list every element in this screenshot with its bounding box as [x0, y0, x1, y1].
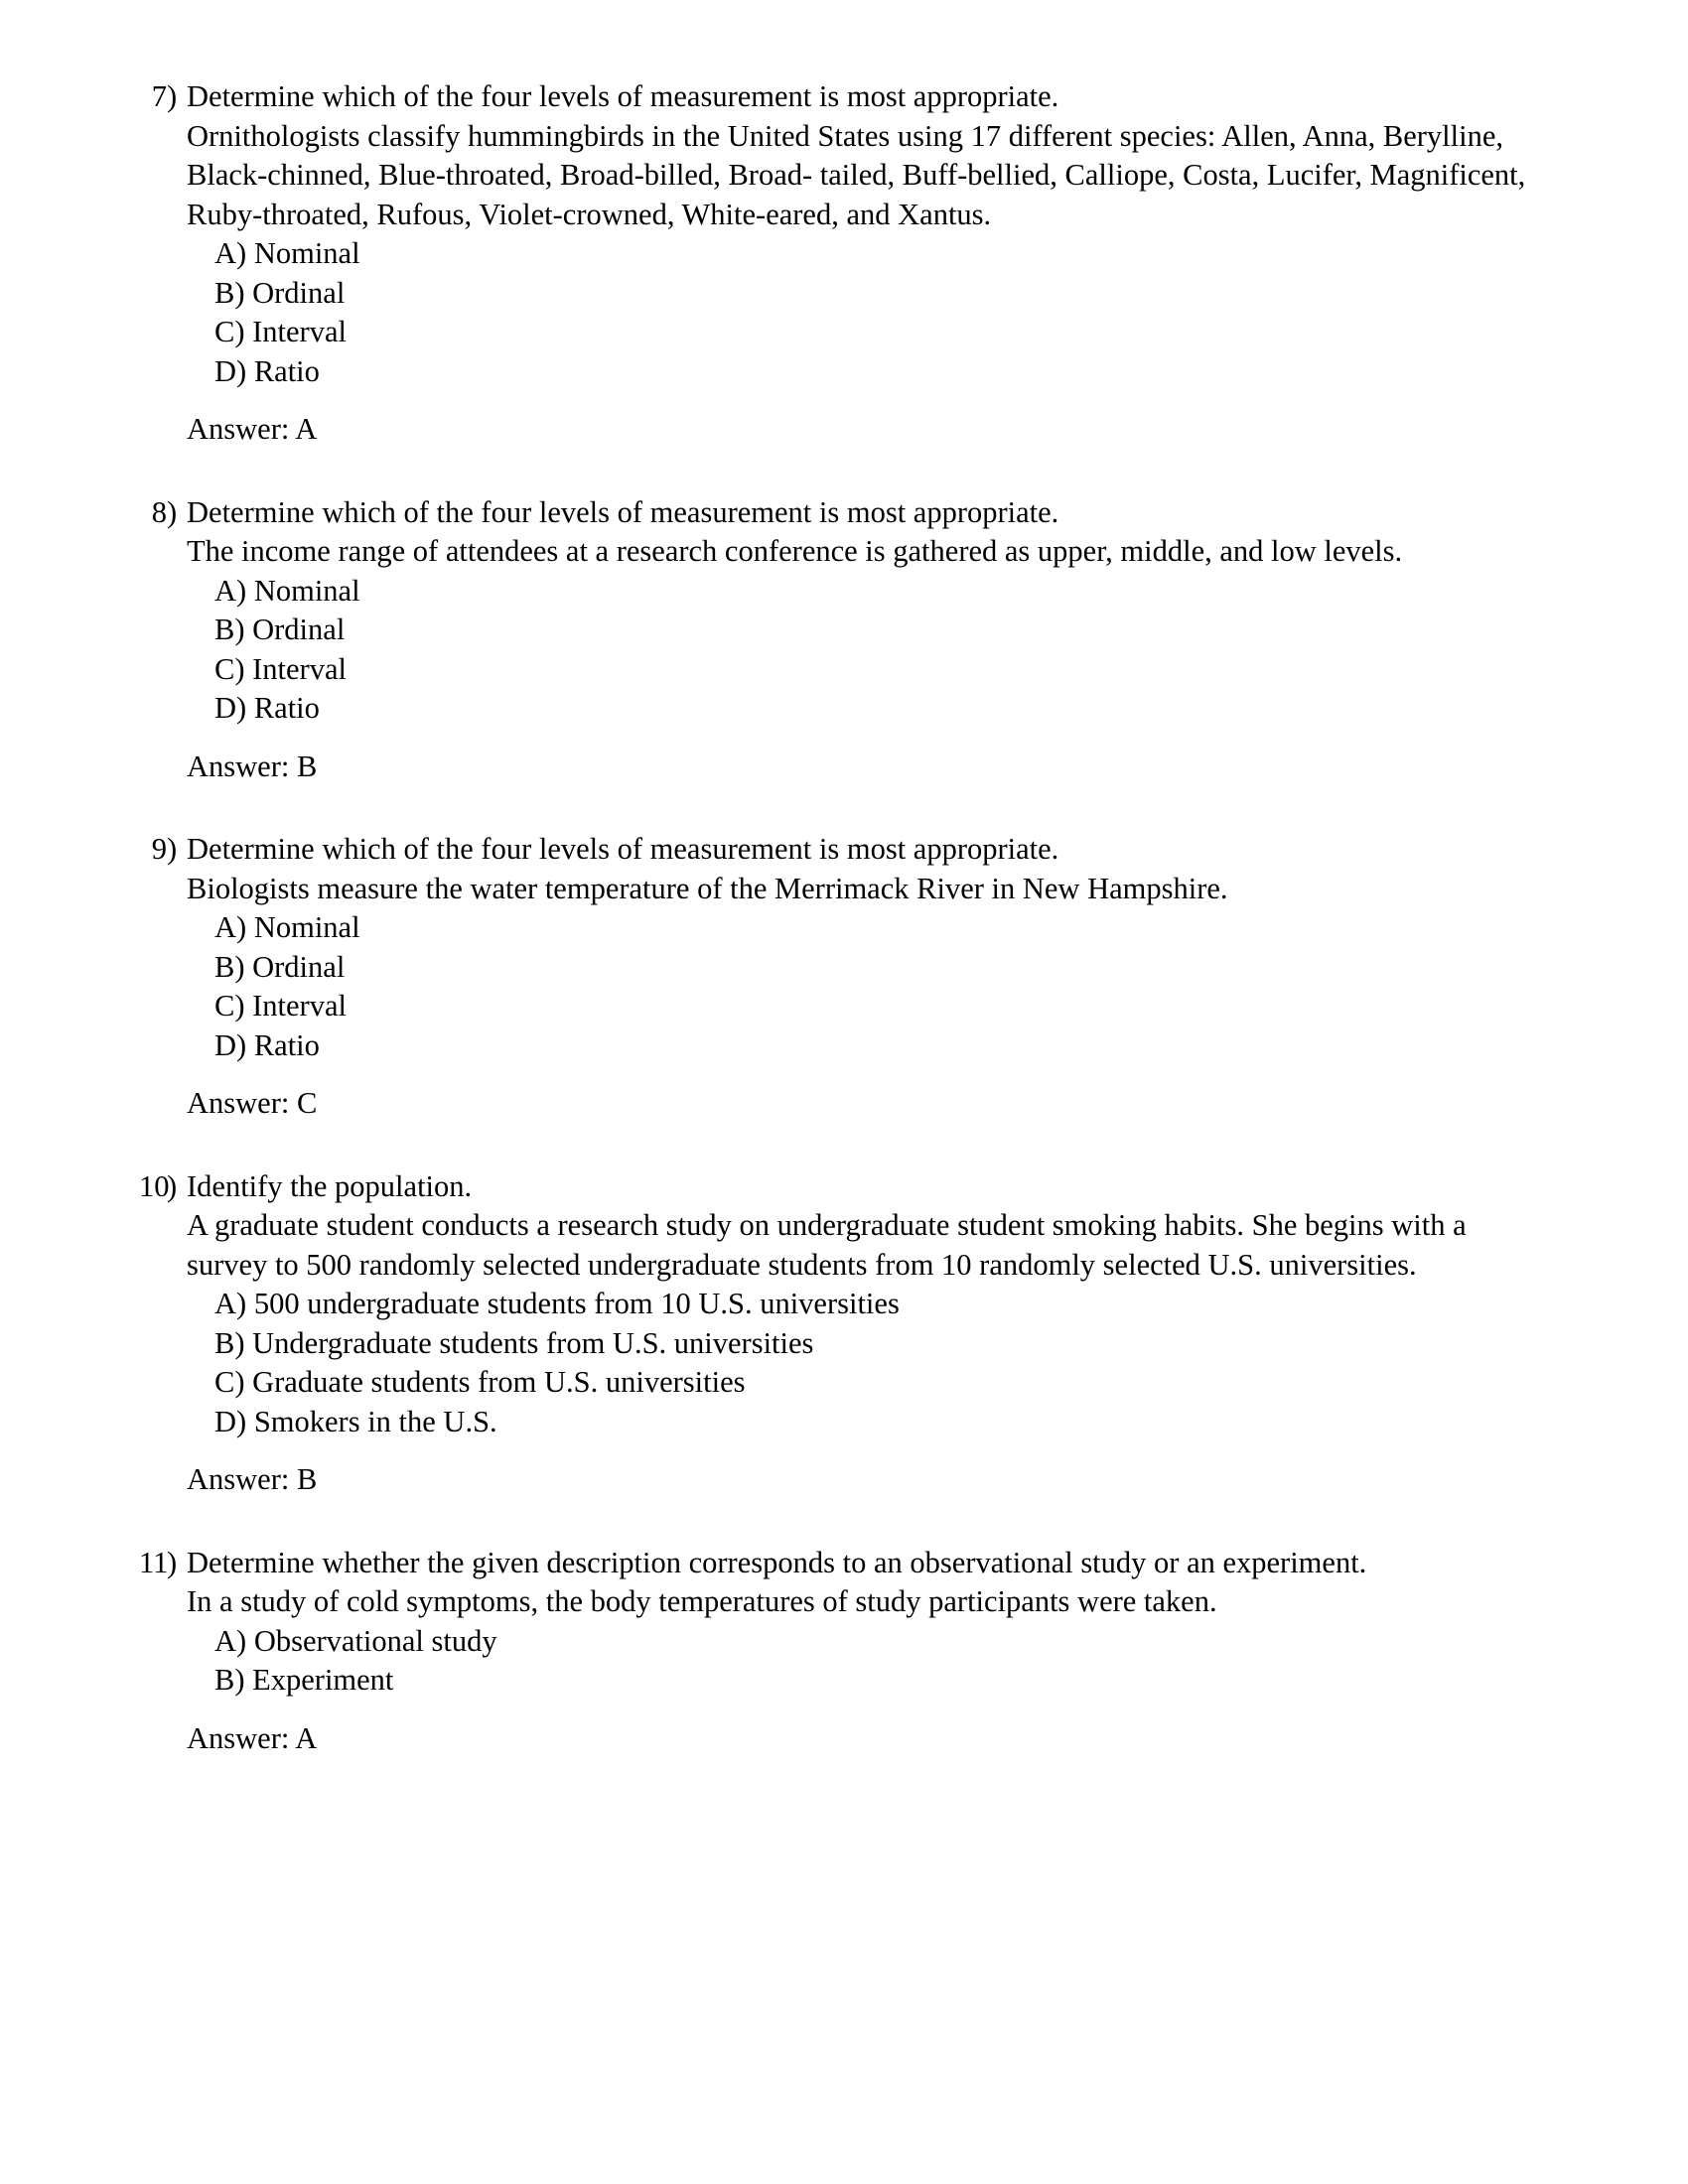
option-letter: B)	[214, 275, 245, 310]
answer-line	[187, 1460, 1534, 1500]
answer-label: Answer:	[187, 749, 297, 783]
option-letter: C)	[214, 1365, 245, 1399]
option-item[interactable]	[214, 1026, 1534, 1066]
answer-value: A	[295, 412, 318, 446]
option-item[interactable]	[214, 274, 1534, 314]
option-text: Nominal	[253, 910, 360, 944]
question-number-paren: )	[167, 1545, 178, 1579]
option-text: Ratio	[253, 1027, 320, 1062]
question-stem	[139, 493, 1534, 533]
option-item[interactable]	[214, 1622, 1534, 1662]
question-block	[139, 830, 1534, 1124]
option-letter: C)	[214, 315, 245, 348]
question-number-paren: )	[167, 79, 178, 113]
question-body-text: The income range of attendees at a research conference is gathered as upper, middle, and low levels.	[187, 534, 1403, 568]
question-stem-text: Determine which of the four levels of measurement is most appropriate.	[187, 494, 1059, 529]
option-letter: B)	[214, 1325, 245, 1360]
answer-value: B	[296, 749, 318, 783]
option-text: Observational study	[253, 1623, 497, 1658]
answer-line	[187, 1084, 1534, 1124]
option-item[interactable]	[214, 313, 1534, 352]
option-letter: A)	[214, 1623, 247, 1658]
option-letter: B)	[214, 613, 245, 646]
option-text: Graduate students from U.S. universities	[252, 1365, 746, 1399]
question-block	[139, 1544, 1534, 1759]
answer-line	[187, 1719, 1534, 1759]
option-letter: D)	[214, 691, 247, 725]
option-item[interactable]	[214, 572, 1534, 612]
question-body-text: A graduate student conducts a research study on undergraduate student smoking habits. She begins with a survey to 500 randomly selected undergraduate students from 10 randomly selected U.S. universities.	[187, 1208, 1467, 1282]
question-stem	[139, 830, 1534, 870]
question-block	[139, 1167, 1534, 1500]
question-stem	[139, 77, 1534, 117]
option-list	[214, 1285, 1534, 1441]
option-letter: A)	[214, 910, 247, 944]
question-number: 8	[151, 494, 167, 529]
answer-label: Answer:	[187, 1462, 297, 1496]
question-number: 7	[151, 79, 167, 113]
answer-line	[187, 748, 1534, 787]
option-letter: B)	[214, 949, 245, 984]
question-number: 9	[151, 832, 167, 866]
option-item[interactable]	[214, 987, 1534, 1026]
question-body-text: Biologists measure the water temperature of the Merrimack River in New Hampshire.	[187, 871, 1228, 905]
option-letter: A)	[214, 236, 247, 270]
option-letter: A)	[214, 1287, 247, 1320]
option-text: Smokers in the U.S.	[253, 1404, 497, 1438]
option-text: Undergraduate students from U.S. universities	[252, 1325, 814, 1360]
question-stem-text: Identify the population.	[187, 1168, 473, 1203]
option-item[interactable]	[214, 908, 1534, 948]
answer-line	[187, 410, 1534, 450]
option-item[interactable]	[214, 352, 1534, 392]
option-item[interactable]	[214, 689, 1534, 729]
question-block	[139, 77, 1534, 450]
option-letter: C)	[214, 989, 245, 1023]
option-text: Interval	[252, 989, 347, 1023]
option-item[interactable]	[214, 1403, 1534, 1442]
question-number-paren: )	[167, 494, 178, 529]
answer-label: Answer:	[187, 412, 296, 446]
option-item[interactable]	[214, 948, 1534, 988]
option-text: Ratio	[253, 691, 320, 725]
option-letter: D)	[214, 1404, 247, 1438]
question-stem	[139, 1167, 1534, 1207]
question-block	[139, 493, 1534, 787]
option-item[interactable]	[214, 611, 1534, 650]
option-text: Ratio	[253, 353, 320, 388]
option-item[interactable]	[214, 1324, 1534, 1364]
answer-value: B	[296, 1462, 318, 1496]
question-number: 10	[139, 1168, 170, 1203]
option-list	[214, 908, 1534, 1065]
answer-value: C	[296, 1086, 318, 1120]
option-letter: B)	[214, 1663, 245, 1697]
question-stem-text: Determine which of the four levels of measurement is most appropriate.	[187, 79, 1059, 113]
option-item[interactable]	[214, 1363, 1534, 1403]
question-number-paren: )	[167, 1168, 178, 1203]
option-letter: C)	[214, 651, 245, 686]
option-text: Ordinal	[252, 613, 346, 646]
option-item[interactable]	[214, 234, 1534, 274]
question-list	[139, 77, 1534, 1758]
option-text: Ordinal	[252, 275, 346, 310]
answer-label: Answer:	[187, 1720, 296, 1755]
option-text: Experiment	[252, 1663, 394, 1697]
option-list	[214, 234, 1534, 391]
option-letter: D)	[214, 353, 247, 388]
option-letter: A)	[214, 573, 247, 608]
option-text: Nominal	[253, 573, 360, 608]
question-stem-text: Determine whether the given description corresponds to an observational study or an experiment.	[187, 1545, 1367, 1579]
option-item[interactable]	[214, 650, 1534, 690]
question-body-text: In a study of cold symptoms, the body temperatures of study participants were taken.	[187, 1584, 1217, 1618]
option-item[interactable]	[214, 1661, 1534, 1701]
question-number: 11	[139, 1545, 169, 1579]
answer-value: A	[295, 1720, 318, 1755]
option-list	[214, 1622, 1534, 1701]
option-item[interactable]	[214, 1285, 1534, 1324]
option-list	[214, 572, 1534, 729]
question-stem	[139, 1544, 1534, 1583]
question-body-text: Ornithologists classify hummingbirds in the United States using 17 different species: Allen, Anna, Berylline, Black-chinned, Blue-throated, Broad-billed, Broad- tailed, Buff-bellied, Calliope, Costa, Lucifer, Magnificent, Ruby-throated, Rufous, Violet-crowned, White-eared, and Xantus.	[187, 118, 1526, 231]
option-letter: D)	[214, 1027, 247, 1062]
question-stem-text: Determine which of the four levels of measurement is most appropriate.	[187, 832, 1059, 866]
option-text: Interval	[252, 651, 347, 686]
question-number-paren: )	[167, 832, 178, 866]
option-text: 500 undergraduate students from 10 U.S. universities	[253, 1287, 900, 1320]
option-text: Ordinal	[252, 949, 346, 984]
option-text: Interval	[252, 315, 347, 348]
answer-label: Answer:	[187, 1086, 297, 1120]
option-text: Nominal	[253, 236, 360, 270]
